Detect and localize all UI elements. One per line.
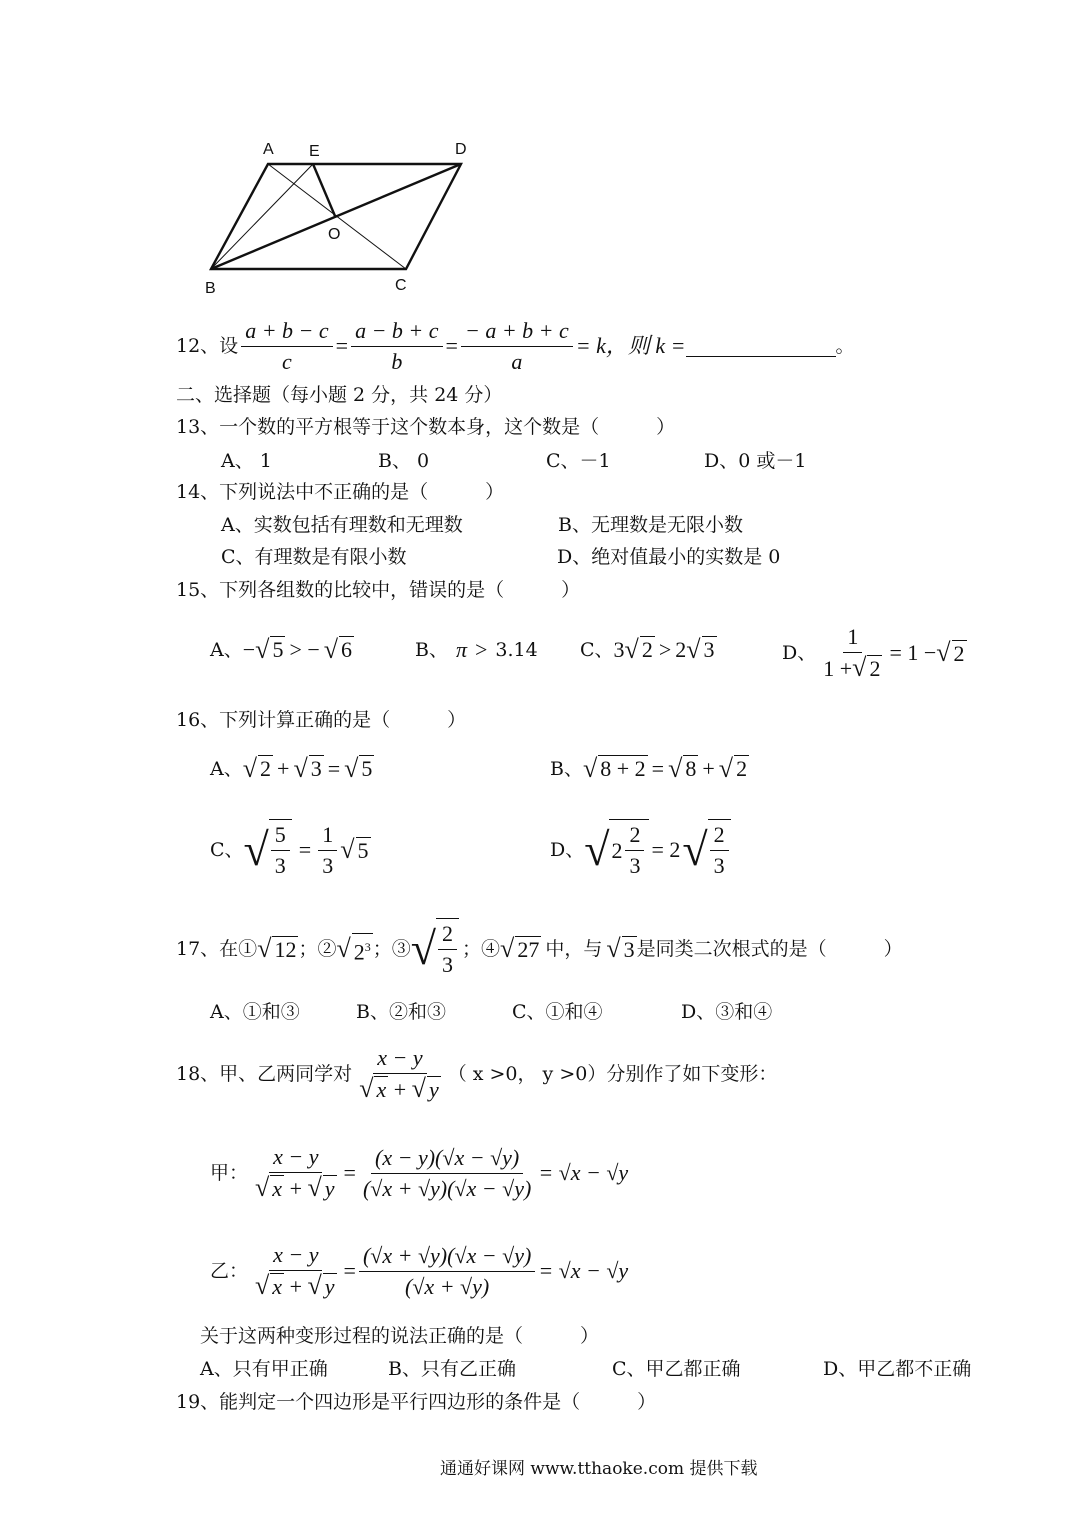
q16-label-d: D、 <box>550 839 585 861</box>
q16-b-plus: + <box>702 755 715 781</box>
radical-sign-icon: √ <box>686 634 701 664</box>
q12-fraction-1 <box>241 316 332 377</box>
q16-b-r3: 2 <box>736 756 748 781</box>
q15-d-eq: = 1 − <box>889 640 937 665</box>
q15-option-c[interactable] <box>580 636 717 663</box>
question-18-stem: 18、甲、乙两同学对 $\frac{x - y}{√ x + √ y}$ （ x >0， y >0）分别作了如下变形： <box>176 1045 778 1103</box>
q16-c-fraction: $\frac{5}{3}$ <box>269 819 292 881</box>
diagonal-bd <box>211 164 461 269</box>
q12-f3-num: − a + b + c <box>461 316 573 347</box>
question-16-stem: 16、下列计算正确的是（ ） <box>176 709 467 731</box>
radical-sign-icon: √ <box>323 634 339 664</box>
q13-option-c[interactable]: C、－1 <box>546 450 611 472</box>
q16-d-mixed: 2 $\frac{2}{3}$ <box>609 819 649 881</box>
q18-jia-lhs: $\frac{x - y}{√ x + √ y}$ <box>255 1144 335 1202</box>
q15-d-radicand: 2 <box>953 640 965 666</box>
q18-jia-derivation: 甲： $\frac{x - y}{√ x + √ y}$ = $\frac{(x - y)(√x - √y)}{(√x + √y)(√x - √y)}$ = √x − √y <box>210 1144 629 1202</box>
q12-f3-den: a <box>511 348 523 374</box>
q15-option-d[interactable] <box>782 620 967 686</box>
q16-a-plus: + <box>277 755 290 781</box>
q16-b-eq: = <box>651 755 665 781</box>
q15-d-den: 1 +√ 2 <box>823 653 881 682</box>
q15-b-pi: π <box>455 637 467 662</box>
q15-label-b: B、 <box>415 639 448 661</box>
radical-sign-icon: √ <box>668 753 683 783</box>
q16-option-d[interactable] <box>550 817 734 883</box>
segment-eo <box>313 164 335 216</box>
q16-a-eq: = <box>327 755 341 781</box>
q12-f2-den: b <box>391 348 403 374</box>
radical-sign-icon: √ <box>852 653 867 682</box>
q17-fraction: $\frac{2}{3}$ <box>436 918 459 980</box>
question-15-stem: 15、下列各组数的比较中，错误的是（ ） <box>176 579 581 601</box>
q17-radicand-2: $2^3$ <box>352 933 373 965</box>
q18-jia-middle: $\frac{(x - y)(√x - √y)}{(√x + √y)(√x - √y)}$ <box>362 1144 532 1201</box>
q16-c-fraction-2: $\frac{1}{3}$ <box>318 820 337 881</box>
q17-option-d[interactable]: D、③和④ <box>681 1001 773 1023</box>
q17-radicand-1: 12 <box>274 936 297 962</box>
q18-option-a[interactable]: A、只有甲正确 <box>200 1358 328 1380</box>
radical-sign-icon: √ <box>718 753 734 783</box>
q17-radicand-4: 27 <box>517 936 540 962</box>
radical-sign-icon: √ <box>500 934 515 963</box>
question-12: 12、设 $\frac{a + b - c}{c}$ = $\frac{a - b + c}{b}$ = $\frac{- a + b + c}{a}$ = k，则 k = 。 <box>176 315 855 377</box>
q13-option-d[interactable]: D、0 或－1 <box>704 450 807 472</box>
q18-option-b[interactable]: B、只有乙正确 <box>388 1358 516 1380</box>
q18-jia-result: = √x − √y <box>538 1160 629 1185</box>
label-o: O <box>328 226 341 243</box>
q15-a-radicand-1: 5 <box>272 637 284 662</box>
label-a: A <box>263 141 274 158</box>
q13-option-b[interactable]: B、 0 <box>378 450 430 472</box>
q16-a-r3: 5 <box>361 756 373 781</box>
q14-option-d[interactable]: D、绝对值最小的实数是 0 <box>557 546 781 568</box>
radical-sign-icon: √ <box>410 923 437 974</box>
q16-label-c: C、 <box>210 839 244 861</box>
q15-label-c: C、 <box>580 638 614 661</box>
q18-question: 关于这两种变形过程的说法正确的是（ ） <box>200 1325 600 1347</box>
q16-label-a: A、 <box>210 757 243 780</box>
q15-d-fraction <box>819 622 886 684</box>
radical-sign-icon: √ <box>344 753 359 783</box>
q18-option-d[interactable]: D、甲乙都不正确 <box>823 1358 972 1380</box>
q17-option-b[interactable]: B、②和③ <box>356 1001 446 1023</box>
radical-sign-icon: √ <box>582 753 598 783</box>
q16-label-b: B、 <box>550 757 583 780</box>
radical-sign-icon: √ <box>606 934 621 963</box>
q12-f1-den: c <box>282 348 292 374</box>
q15-a-op: > − <box>289 636 320 662</box>
q15-a-radicand-2: 6 <box>341 637 353 662</box>
q16-d-eq: = 2 <box>651 837 681 862</box>
q12-fraction-2 <box>351 316 442 377</box>
radical-sign-icon: √ <box>243 824 269 875</box>
radical-sign-icon: √ <box>624 634 639 664</box>
q16-b-r2: 8 <box>685 756 697 781</box>
diagonal-ac <box>268 164 406 269</box>
q18-yi-result: = √x − √y <box>538 1258 629 1283</box>
page-footer: 通通好课网 www.tthaoke.com 提供下载 <box>440 1459 758 1479</box>
q18-yi-middle: $\frac{(√x + √y)(√x - √y)}{(√x + √y)}$ <box>359 1241 535 1302</box>
q18-option-c[interactable]: C、甲乙都正确 <box>612 1358 741 1380</box>
q15-a-minus: − <box>242 636 256 662</box>
q12-f1-num: a + b − c <box>241 316 332 347</box>
q15-option-b[interactable] <box>415 638 538 662</box>
q12-tail: = k，则 k = <box>575 333 686 358</box>
q14-option-b[interactable]: B、无理数是无限小数 <box>558 514 743 536</box>
q14-option-a[interactable]: A、实数包括有理数和无理数 <box>221 514 463 536</box>
label-b: B <box>205 280 216 297</box>
parallelogram-figure <box>195 135 485 300</box>
q12-f2-num: a − b + c <box>351 316 442 347</box>
q15-label-a: A、 <box>210 638 243 661</box>
q15-b-value: 3.14 <box>495 639 538 661</box>
radical-sign-icon: √ <box>340 835 355 864</box>
q15-c-op: > <box>658 636 672 662</box>
q16-d-fraction-2: $\frac{2}{3}$ <box>708 819 731 881</box>
segment-eb <box>211 164 313 269</box>
q14-option-c[interactable]: C、有理数是有限小数 <box>221 546 407 568</box>
q15-c-coef-2: 2 <box>675 636 687 662</box>
q16-option-c[interactable] <box>210 817 371 883</box>
question-14-stem: 14、下列说法中不正确的是（ ） <box>176 481 505 503</box>
radical-sign-icon: √ <box>682 824 708 875</box>
label-e: E <box>309 143 320 160</box>
q15-c-coef-1: 3 <box>613 636 625 662</box>
q18-fraction: $\frac{x - y}{√ x + √ y}$ <box>359 1045 439 1103</box>
question-19-stem: 19、能判定一个四边形是平行四边形的条件是（ ） <box>176 1391 657 1413</box>
q12-answer-blank[interactable] <box>686 336 836 357</box>
q12-fraction-3 <box>461 316 573 377</box>
label-d: D <box>455 141 467 158</box>
q16-a-r2: 3 <box>310 756 322 781</box>
q18-yi-lhs: $\frac{x - y}{√ x + √ y}$ <box>255 1242 335 1300</box>
radical-sign-icon: √ <box>336 934 351 963</box>
q16-a-r1: 2 <box>260 756 272 781</box>
question-13-stem: 13、一个数的平方根等于这个数本身，这个数是（ ） <box>176 416 676 438</box>
q15-d-num: 1 <box>843 622 862 653</box>
radical-sign-icon: √ <box>936 638 951 667</box>
q17-option-c[interactable]: C、①和④ <box>512 1001 603 1023</box>
section-2-heading: 二、选择题（每小题 2 分，共 24 分） <box>176 384 503 406</box>
radical-sign-icon: √ <box>257 934 272 963</box>
radical-sign-icon: √ <box>255 634 270 664</box>
q16-c-eq: = <box>298 837 312 862</box>
q15-b-op: > <box>475 637 488 662</box>
radical-sign-icon: √ <box>584 824 610 875</box>
q16-option-a[interactable] <box>210 755 374 782</box>
q16-option-b[interactable] <box>550 755 749 782</box>
q18-yi-derivation: 乙： $\frac{x - y}{√ x + √ y}$ = $\frac{(√x + √y)(√x - √y)}{(√x + √y)}$ = √x − √y <box>210 1242 629 1300</box>
question-17-stem: 17、在① √ 12 ；② √ $2^3$ ；③ √ $\frac{2}{3}$ ；④ √ 27 中，与 √ 3 是同类二次根式的是（ ） <box>176 917 903 981</box>
q12-end: 。 <box>835 335 855 357</box>
q17-option-a[interactable]: A、①和③ <box>210 1001 300 1023</box>
q16-c-radicand: 5 <box>357 837 369 863</box>
q15-c-radicand-1: 2 <box>641 637 653 662</box>
q15-c-radicand-2: 3 <box>703 637 715 662</box>
q12-prefix: 12、设 <box>176 335 239 357</box>
label-c: C <box>395 277 407 294</box>
q15-option-a[interactable] <box>210 636 354 663</box>
q17-radicand-5: 3 <box>623 936 635 962</box>
radical-sign-icon: √ <box>242 753 258 783</box>
radical-sign-icon: √ <box>293 753 308 783</box>
q13-option-a[interactable]: A、 1 <box>221 450 272 472</box>
q16-b-r1: 8 + 2 <box>600 756 646 781</box>
q15-label-d: D、 <box>782 642 817 664</box>
